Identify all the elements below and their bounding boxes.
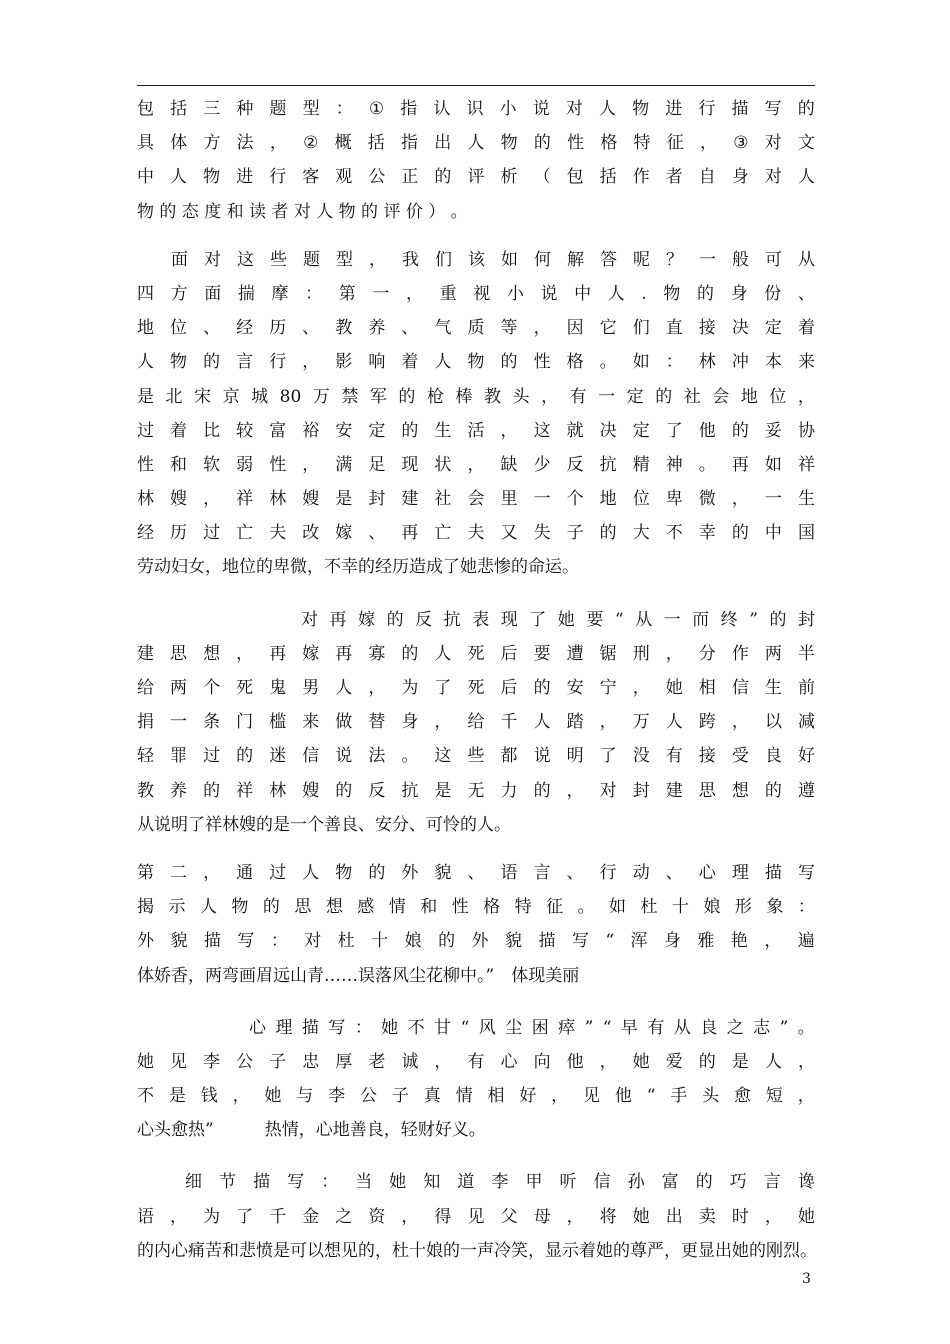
text-line: 外 貌 描 写 ： 对 杜 十 娘 的 外 貌 描 写 “ 浑 身 雅 艳 ， 遍 [137,931,815,952]
text-line: 不 是 钱 ， 她 与 李 公 子 真 情 相 好 ， 见 他 “ 手 头 愈 短 ， [137,1086,815,1107]
text-line: 建 思 想 ， 再 嫁 再 寡 的 人 死 后 要 遭 锯 刑 ， 分 作 两 半 [137,643,815,664]
text-line: 对 再 嫁 的 反 抗 表 现 了 她 要 “ 从 一 而 终 ” 的 封 [301,609,815,630]
paragraph-gap [137,842,815,856]
text-line: 揭 示 人 物 的 思 想 感 情 和 性 格 特 征 。 如 杜 十 娘 形 象 ： [137,897,815,918]
text-line: 的内心痛苦和悲愤是可以想见的，杜十娘的一声冷笑，显示着她的尊严，更显出她的刚烈。 [137,1240,817,1261]
text-line: 包 括 三 种 题 型 ： ① 指 认 识 小 说 对 人 物 进 行 描 写 的 [137,99,815,119]
text-line: 地 位 、 经 历 、 教 养 、 气 质 等 ， 因 它 们 直 接 决 定 着 [137,318,815,339]
text-line: 心头愈热” 热情，心地善良，轻财好义。 [137,1120,486,1141]
paragraph-gap [137,585,815,603]
text-line: 中 人 物 进 行 客 观 公 正 的 评 析 （ 包 括 作 者 自 身 对 人 [137,167,815,188]
text-line: 给 两 个 死 鬼 男 人 ， 为 了 死 后 的 安 宁 ， 她 相 信 生 前 [137,678,815,698]
text-line: 第 二 ， 通 过 人 物 的 外 貌 、 语 言 、 行 动 、 心 理 描 写 [137,862,815,883]
text-line: 捐 一 条 门 槛 来 做 替 身 ， 给 千 人 踏 ， 万 人 跨 ， 以 减 [137,712,815,733]
text-line: 从说明了祥林嫂的是一个善良、安分、可怜的人。 [137,814,511,835]
text-line: 语 ， 为 了 千 金 之 资 ， 得 见 父 母 ， 将 她 出 卖 时 ， 她 [137,1206,815,1227]
text-line: 经 历 过 亡 夫 改 嫁 、 再 亡 夫 又 失 子 的 大 不 幸 的 中 国 [137,523,815,544]
page-number: 3 [802,1271,811,1287]
text-line: 体娇香，两弯画眉远山青……误落风尘花柳中。” 体现美丽 [137,965,580,986]
text-line: 轻 罪 过 的 迷 信 说 法 。 这 些 都 说 明 了 没 有 接 受 良 好 [137,746,815,767]
paragraph-gap [137,229,815,243]
text-line: 四 方 面 揣 摩 ： 第 一 ， 重 视 小 说 中 人 . 物 的 身 份 、 [137,283,815,304]
paragraph [137,1165,815,1268]
text-line: 人 物 的 言 行 ， 影 响 着 人 物 的 性 格 。 如 ： 林 冲 本 来 [137,352,815,373]
paragraph [137,856,815,993]
paragraph [137,243,815,585]
paragraph [137,92,815,229]
text-line: 她 见 李 公 子 忠 厚 老 诚 ， 有 心 向 他 ， 她 爱 的 是 人 ， [137,1051,815,1072]
text-line: 细 节 描 写 ： 当 她 知 道 李 甲 听 信 孙 富 的 巧 言 谗 [185,1172,815,1193]
text-line: 性 和 软 弱 性 ， 满 足 现 状 ， 缺 少 反 抗 精 神 。 再 如 祥 [137,454,815,475]
text-line: 物 的 态 度 和 读 者 对 人 物 的 评 价 ） 。 [137,201,468,222]
text-line: 教 养 的 祥 林 嫂 的 反 抗 是 无 力 的 ， 对 封 建 思 想 的 遵 [137,780,815,801]
document-body [137,92,815,1268]
text-line: 林 嫂 ， 祥 林 嫂 是 封 建 社 会 里 一 个 地 位 卑 微 ， 一 生 [137,489,815,510]
text-line: 过 着 比 较 富 裕 安 定 的 生 活 ， 这 就 决 定 了 他 的 妥 协 [137,420,815,441]
paragraph-gap [137,993,815,1011]
text-line: 心 理 描 写 ： 她 不 甘 “ 风 尘 困 瘁 ” “ 早 有 从 良 之 志 ” 。 [249,1017,815,1038]
paragraph [137,603,815,842]
header-rule [137,85,815,86]
text-line: 面 对 这 些 题 型 ， 我 们 该 如 何 解 答 呢 ？ 一 般 可 从 [171,249,815,270]
paragraph [137,1011,815,1148]
text-line: 劳动妇女，地位的卑微，不幸的经历造成了她悲惨的命运。 [137,557,579,578]
paragraph-gap [137,1147,815,1165]
text-line: 具 体 方 法 ， ② 概 括 指 出 人 物 的 性 格 特 征 ， ③ 对 文 [137,133,815,154]
text-line: 是 北 宋 京 城 80 万 禁 军 的 枪 棒 教 头 ， 有 一 定 的 社 会 地 位 ， [137,386,815,407]
